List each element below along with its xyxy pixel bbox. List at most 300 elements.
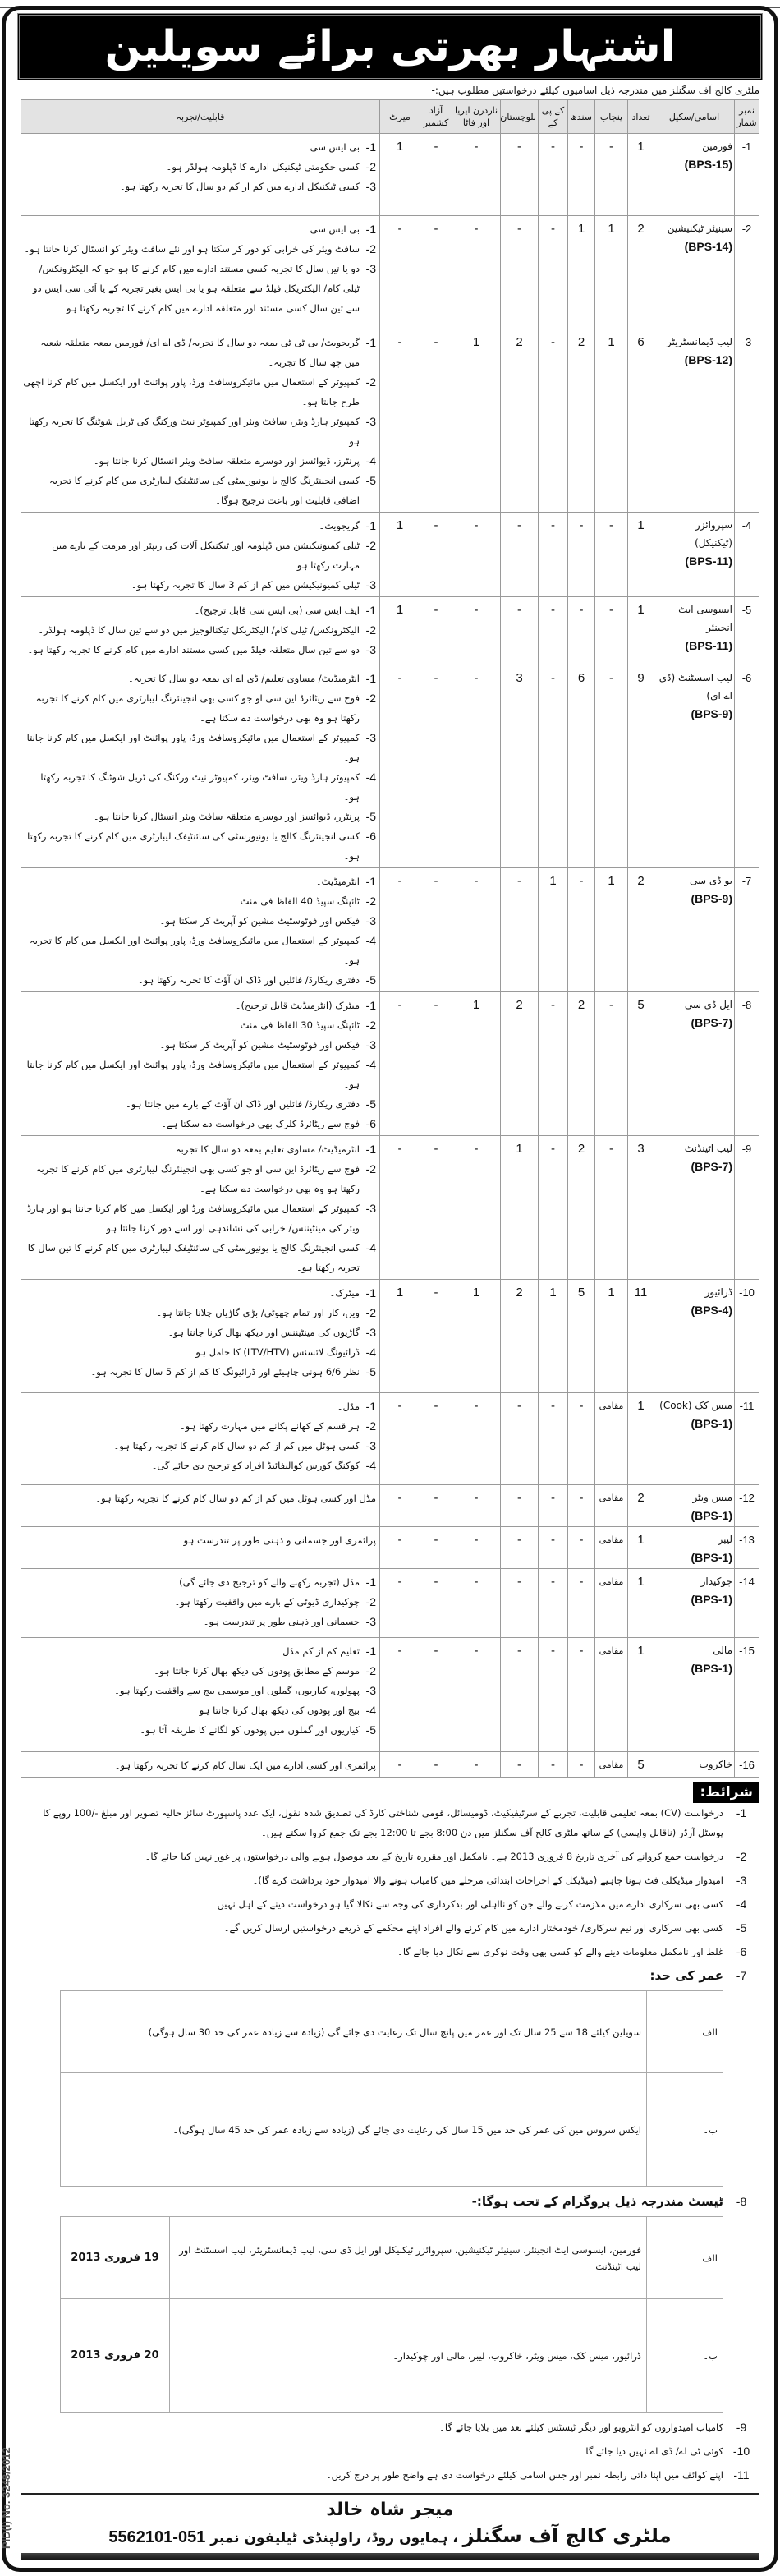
quota-kpk: - [539,1393,568,1485]
quota-total: 1 [628,1393,654,1485]
quota-merit: 1 [380,1280,420,1393]
qualification-text: جسمانی اور ذہنی طور پر تندرست ہو۔ [203,1616,360,1627]
quota-ajk: - [420,1136,452,1280]
qualification-number: 2- [365,692,376,705]
qualification-text: دو یا تین سال کا تجربہ کسی مستند ادارے میں کام کرنے کا ہو جو کہ الیکٹرونکس/ ٹیلی کام/ الیکٹریکل فیلڈ سے متعلقہ ہو یا بی ایس بغیر تجربہ کے یا آئی سی ایس دو سے تین سال کسی مستند اور متعلقہ ادارے میں کام کرنے کا تجربہ رکھتا ہو۔ [32,263,360,314]
post-name: سپروائزر (ٹیکنیکل) [695,519,732,549]
post-cell [654,329,735,513]
row-number: 10- [735,1280,759,1393]
quota-kpk: - [539,1569,568,1638]
quota-punjab: - [595,134,628,216]
quota-punjab: 1 [595,1280,628,1393]
conditions-heading: شرائط: [693,1782,759,1803]
quota-balochistan: - [501,868,539,992]
row-number: 8- [735,992,759,1136]
qualification-cell [21,329,380,513]
quota-merit: - [380,665,420,868]
header-ajk: آزاد کشمیر [420,100,452,134]
age-row-text: سویلین کیلئے 18 سے 25 سال تک اور عمر میں پانچ سال تک رعایت دی جائے گی (زیادہ سے زیادہ عمر کی حد 30 سال ہوگی)۔ [61,1991,647,2073]
table-row [21,329,759,513]
quota-kpk: 1 [539,868,568,992]
bottom-bar [21,2553,759,2560]
pay-scale: (BPS-1) [691,1662,732,1675]
qualification-item [23,1416,376,1436]
qualification-number: 3- [365,643,376,656]
qualification-text: مڈل اور کسی ہوٹل میں کم از کم دو سال کام کرنے کا تجربہ رکھتا ہو۔ [95,1493,376,1504]
post-name: چوکیدار [700,1576,732,1587]
quota-punjab: مقامی [595,1527,628,1569]
quota-ajk: - [420,1393,452,1485]
condition-number: 4- [736,1898,747,1911]
qualification-item [23,1436,376,1456]
qualification-text: تعلیم کم از کم مڈل۔ [277,1645,360,1657]
qualification-text: دو سے تین سال متعلقہ فیلڈ میں کسی مستند ادارے میں کام کرنے کا تجربہ رکھتا ہو۔ [27,644,360,656]
quota-sindh: - [568,513,595,597]
condition-text: امیدوار میڈیکلی فٹ ہونا چاہیے (میڈیکل کے اخراجات ابتدائی مرحلے میں کامیاب ہونے والا امیدوار خود برداشت کرے گا)۔ [252,1874,723,1886]
quota-balochistan: - [501,1752,539,1778]
qualification-item [23,1198,376,1238]
qualification-item [23,1592,376,1612]
pay-scale: (BPS-12) [684,353,732,366]
qualification-number: 5- [365,474,376,487]
header-punjab: پنجاب [595,100,628,134]
qualification-item [23,259,376,318]
qualification-item [23,1159,376,1198]
quota-northern-fata: - [452,868,501,992]
condition-number: 11- [733,2468,750,2482]
quota-northern-fata: - [452,1638,501,1752]
qualification-item [23,826,376,866]
qualification-number: 3- [365,578,376,591]
condition-number: 3- [736,1874,747,1887]
quota-punjab: - [595,1136,628,1280]
quota-kpk: - [539,992,568,1136]
quota-kpk: - [539,1752,568,1778]
qualification-number: 1- [365,336,376,349]
qualification-item [23,728,376,767]
post-cell [654,1638,735,1752]
quota-merit: - [380,329,420,513]
quota-merit: - [380,216,420,329]
qualification-item [23,1700,376,1720]
signatory-name: میجر شاہ خالد [326,2500,454,2520]
post-name: میس کک (Cook) [659,1400,732,1411]
qualification-cell [21,992,380,1136]
qualification-cell [21,134,380,216]
quota-balochistan: - [501,134,539,216]
qualification-item [23,688,376,728]
quota-total: 1 [628,597,654,665]
qualification-text: انٹرمیڈیٹ۔ [315,876,360,887]
table-row [21,1393,759,1485]
condition-item [21,1870,759,1890]
quota-sindh: - [568,134,595,216]
quota-merit: - [380,1569,420,1638]
header-northern-fata: ناردرن ایریا اور فاٹا [452,100,501,134]
table-row [21,1527,759,1569]
row-number: 3- [735,329,759,513]
post-cell [654,134,735,216]
qualification-number: 1- [365,1143,376,1156]
table-row [21,1136,759,1280]
qualification-item [23,516,376,536]
qualification-number: 2- [365,623,376,637]
quota-kpk: - [539,134,568,216]
quota-kpk: - [539,1136,568,1280]
quota-punjab: مقامی [595,1638,628,1752]
qualification-text: فوج سے ریٹائرڈ این سی او جو کسی بھی انجینئرنگ لیبارٹری میں کام کرنے کا تجربہ رکھتا ہو وہ بھی درخواست دے سکتا ہے۔ [35,1163,360,1194]
quota-northern-fata: - [452,1527,501,1569]
quota-balochistan: - [501,1638,539,1752]
qualification-item [23,1396,376,1416]
qualification-number: 4- [365,1346,376,1359]
quota-balochistan: - [501,597,539,665]
quota-kpk: - [539,665,568,868]
qualification-text: ٹائپنگ سپیڈ 30 الفاظ فی منٹ۔ [234,1019,360,1031]
pay-scale: (BPS-1) [691,1417,732,1430]
qualification-item [23,807,376,826]
qualification-number: 1- [365,875,376,888]
test-row [61,2217,723,2299]
quota-total: 1 [628,1527,654,1569]
quota-kpk: - [539,513,568,597]
quota-sindh: 2 [568,1136,595,1280]
qualification-number: 4- [365,454,376,467]
qualification-text: پرائمری اور جسمانی و ذہنی طور پر تندرست ہو۔ [177,1534,376,1546]
quota-balochistan: - [501,216,539,329]
qualification-text: چوکیداری ڈیوٹی کے بارے میں واقفیت رکھتا ہو۔ [174,1596,360,1608]
qualification-item [23,1456,376,1475]
quota-punjab: مقامی [595,1485,628,1527]
condition-number: 7- [736,1969,747,1982]
quota-merit: - [380,1485,420,1527]
header-sindh: سندھ [568,100,595,134]
post-cell [654,1393,735,1485]
age-row [61,2073,723,2187]
table-row [21,1638,759,1752]
qualification-number: 2- [365,1419,376,1433]
quota-sindh: - [568,597,595,665]
condition-text: اپنے کوائف میں اپنا ذاتی رابطہ نمبر اور جس اسامی کیلئے درخواست دی ہے واضح طور پر درج کریں۔ [325,2469,723,2481]
pay-scale: (BPS-9) [691,707,732,720]
test-row-date: 20 فروری 2013 [61,2299,170,2413]
row-number: 15- [735,1638,759,1752]
qualification-text: کمپیوٹر کے استعمال میں مائیکروسافٹ ورڈ، پاور پوائنٹ اور ایکسل میں کام کرنا جانتا ہو۔ [26,732,360,763]
ad-title: اشتہار بھرتی برائے سویلین [17,13,763,80]
qualification-number: 1- [365,672,376,685]
post-cell [654,1280,735,1393]
quota-northern-fata: 1 [452,1280,501,1393]
quota-balochistan: 2 [501,992,539,1136]
quota-punjab: 1 [595,329,628,513]
qualification-text: گاڑیوں کی مینٹیننس اور دیکھ بھال کرنا جانتا ہو۔ [167,1327,360,1338]
post-name: سینیئر ٹیکنیشین [667,223,732,234]
header-total: تعداد [628,100,654,134]
quota-merit: - [380,868,420,992]
post-cell [654,665,735,868]
quota-total: 5 [628,1752,654,1778]
qualification-number: 2- [365,242,376,255]
table-row [21,665,759,868]
quota-ajk: - [420,1638,452,1752]
quota-balochistan: 2 [501,329,539,513]
qualification-text: مڈل۔ [337,1401,360,1412]
post-name: خاکروب [699,1759,732,1770]
post-name: فورمین [702,140,732,152]
quota-sindh: - [568,1752,595,1778]
test-row-label: ب۔ [647,2299,723,2413]
signatory-address [21,2523,759,2551]
test-row-date: 19 فروری 2013 [61,2217,170,2299]
quota-kpk: - [539,597,568,665]
qualification-item [23,239,376,259]
qualification-text: کمپیوٹر کے استعمال میں مائیکروسافٹ ورڈ، پاور پوائنٹ اور ایکسل میں کام کا تجربہ ہو۔ [30,935,360,966]
qualification-number: 1- [365,1400,376,1413]
quota-northern-fata: - [452,1136,501,1280]
qualification-text: کسی انجینئرنگ کالج یا یونیورسٹی کی سائنٹیفک لیبارٹری میں کام کرنے کا تین سال کا تجربہ رکھتا ہو۔ [27,1242,360,1273]
age-limit-table [60,1990,723,2187]
qualification-text: ٹیلی کمیونیکیشن میں کم از کم 3 سال کا تجربہ رکھتا ہو۔ [131,579,360,591]
test-row-posts: فورمین، ایسوسی ایٹ انجینئر، سینیئر ٹیکنیشین، سپروائزر ٹیکنیکل اور ایل ڈی سی، لیب ڈیمانسٹریٹر، لیب اسسٹنٹ اور لیب اٹینڈنٹ [170,2217,647,2299]
condition-text: کسی بھی سرکاری ادارے میں ملازمت کرنے والے جن کو نااہلی اور بدکرداری کی وجہ سے نکالا گیا ہو درخواست دینے کے اہل نہیں۔ [211,1898,723,1910]
qualification-cell [21,513,380,597]
qualification-text: گریجویٹ/ بی ٹی ٹی بمعہ دو سال کا تجربہ/ ڈی اے ای/ فورمین بمعہ متعلقہ شعبہ میں چھ سال کا تجربہ۔ [40,337,360,368]
qualification-text: کیاریوں اور گملوں میں پودوں کو لگانے کا طریقہ آتا ہو۔ [140,1724,360,1736]
quota-punjab: - [595,665,628,868]
quota-merit: 1 [380,597,420,665]
qualification-number: 2- [365,1306,376,1319]
quota-punjab: مقامی [595,1393,628,1485]
pid-number: PID(I) No. 3248/2012 [0,2447,12,2549]
condition-item [21,1803,759,1842]
qualification-number: 1- [365,604,376,617]
post-cell [654,597,735,665]
qualification-item [23,669,376,688]
qualification-item [23,1322,376,1342]
qualification-number: 2- [365,1162,376,1175]
quota-kpk: - [539,1527,568,1569]
header-post: اسامی/سکیل [654,100,735,134]
qualification-text: پرنٹرز، ڈیوائسز اور دوسرے متعلقہ سافٹ ویئر انسٹال کرنا جانتا ہو۔ [93,455,360,467]
quota-merit: - [380,1527,420,1569]
qualification-item [23,1139,376,1159]
header-no: نمبر شمار [735,100,759,134]
qualification-number: 3- [365,1038,376,1051]
quota-balochistan: - [501,1485,539,1527]
qualification-text: مڈل (تجربہ رکھنے والے کو ترجیح دی جائے گی)۔ [173,1576,360,1588]
qualification-text: ہر قسم کے کھانے پکانے میں مہارت رکھتا ہو۔ [179,1420,360,1432]
table-row [21,1752,759,1778]
post-name: ڈرائیور [704,1286,732,1298]
qualification-number: 3- [365,731,376,744]
pay-scale: (BPS-11) [685,639,732,652]
qualification-cell [21,1638,380,1752]
post-cell [654,1485,735,1527]
quota-sindh: 6 [568,665,595,868]
post-name: یو ڈی سی [690,875,732,886]
qualification-number: 2- [365,1664,376,1677]
quota-punjab: 1 [595,868,628,992]
qualification-cell [21,665,380,868]
qualification-text: انٹرمیڈیٹ/ مساوی تعلیم/ ڈی اے ای بمعہ دو سال کا تجربہ۔ [127,673,360,684]
quota-kpk: - [539,216,568,329]
pay-scale: (BPS-15) [684,158,732,171]
qualification-text: گریجویٹ۔ [319,520,360,531]
post-name: میس ویٹر [692,1492,732,1503]
qualification-text: کمپیوٹر ہارڈ ویئر، سافٹ ویئر، کمپیوٹر نیٹ ورکنگ کی ٹربل شوٹنگ کا تجربہ رکھتا ہو۔ [40,771,360,803]
qualification-item [23,1283,376,1303]
qualification-item [23,412,376,451]
qualification-text: کسی ہوٹل میں کم از کم دو سال کام کرنے کا تجربہ رکھتا ہو۔ [113,1440,360,1451]
condition-number: 10- [732,2445,750,2458]
row-number: 5- [735,597,759,665]
post-cell [654,1527,735,1569]
qualification-number: 6- [365,830,376,843]
phone-number: 051-5562101 [108,2528,206,2546]
qualification-item [23,177,376,196]
condition-number: 6- [736,1945,747,1958]
condition-number: 5- [736,1921,747,1934]
qualification-text: پھولوں، کیاریوں، گملوں اور موسمی بیج سے واقفیت رکھتا ہو۔ [114,1685,360,1696]
qualification-text: میٹرک (انٹرمیڈیٹ قابل ترجیح)۔ [235,1000,360,1011]
quota-sindh: 5 [568,1280,595,1393]
row-number: 2- [735,216,759,329]
qualification-text: ڈرائیونگ لائسنس (LTV/HTV) کا حامل ہو۔ [190,1346,360,1358]
quota-total: 9 [628,665,654,868]
qualification-number: 3- [365,1684,376,1697]
qualification-item [23,872,376,891]
pay-scale: (BPS-7) [691,1160,732,1173]
qualification-text: کمپیوٹر ہارڈ ویئر، سافٹ ویئر اور کمپیوٹر نیٹ ورکنگ کی ٹربل شوٹنگ کا تجربہ رکھتا ہو۔ [29,416,360,447]
qualification-item [23,372,376,412]
post-cell [654,216,735,329]
quota-total: 3 [628,1136,654,1280]
qualification-text: سافٹ ویئر کی خرابی کو دور کر سکتا ہو اور نئے سافٹ ویئر کو انسٹال کرنا جانتا ہو۔ [24,243,360,255]
header-balochistan: بلوچستان [501,100,539,134]
condition-number: 2- [736,1850,747,1863]
qualification-cell [21,1280,380,1393]
qualification-item [23,219,376,239]
qualification-number: 2- [365,895,376,908]
quota-total: 2 [628,216,654,329]
quota-sindh: 1 [568,216,595,329]
quota-ajk: - [420,665,452,868]
header-qualification: قابلیت/تجربہ [21,100,380,134]
table-row [21,597,759,665]
qualification-text: الیکٹرونکس/ ٹیلی کام/ الیکٹریکل ٹیکنالوجیز میں دو سے تین سال کا ڈپلومہ ہولڈر۔ [38,624,360,636]
table-row [21,1485,759,1527]
post-name: لیبر [718,1534,732,1545]
qualification-number: 5- [365,1365,376,1378]
qualification-item [23,1720,376,1740]
qualification-text: بی ایس سی۔ [304,141,360,153]
qualification-number: 4- [365,1241,376,1254]
footer-divider [21,2493,759,2495]
org-name: ملٹری کالج آف سگنلز [462,2524,672,2547]
qualification-text: بی ایس سی۔ [304,223,360,235]
vacancies-table [21,99,759,1778]
qualification-item [23,1641,376,1661]
qualification-item [23,767,376,807]
quota-sindh: 2 [568,329,595,513]
post-cell [654,992,735,1136]
qualification-number: 3- [365,1615,376,1628]
qualification-text: کسی انجینئرنگ کالج یا یونیورسٹی کی سائنٹیفک لیبارٹری میں کام کرنے کا تجربہ رکھتا ہو۔ [27,830,360,862]
qualification-text: کسی حکومتی ٹیکنیکل ادارے کا ڈپلومہ ہولڈر ہو۔ [166,161,360,172]
qualification-item [23,1572,376,1592]
qualification-item [23,1342,376,1362]
quota-punjab: مقامی [595,1569,628,1638]
qualification-item [23,471,376,510]
quota-northern-fata: - [452,1485,501,1527]
qualification-number: 2- [365,1019,376,1032]
qualification-item [23,931,376,970]
condition-text: کسی بھی سرکاری اور نیم سرکاری/ خودمختار ادارے میں کام کرنے والے افراد اپنے محکمے کے ذریعے درخواستیں ارسال کریں گے۔ [223,1922,723,1934]
qualification-item [23,333,376,372]
table-header-row [21,100,759,134]
quota-ajk: - [420,868,452,992]
qualification-item [23,575,376,595]
qualification-number: 2- [365,375,376,389]
qualification-number: 2- [365,1595,376,1608]
qualification-item [23,891,376,911]
qualification-number: 3- [365,1326,376,1339]
pay-scale: (BPS-4) [691,1304,732,1317]
quota-kpk: - [539,1485,568,1527]
qualification-cell [21,1393,380,1485]
qualification-text: کمپیوٹر کے استعمال میں مائیکروسافٹ ورڈ، پاور پوائنٹ اور ایکسل میں کام کرنا جانتا ہو۔ [26,1059,360,1090]
qualification-number: 1- [365,1576,376,1589]
quota-northern-fata: - [452,134,501,216]
qualification-number: 3- [365,415,376,428]
quota-ajk: - [420,134,452,216]
qualification-cell [21,1136,380,1280]
qualification-number: 4- [365,1459,376,1472]
qualification-text: انٹرمیڈیٹ/ مساوی تعلیم بمعہ دو سال کا تجربہ۔ [170,1143,360,1155]
condition-text: کوئی ٹی اے/ ڈی اے نہیں دیا جائے گا۔ [580,2445,723,2457]
row-number: 11- [735,1393,759,1485]
condition-number: 9- [736,2421,747,2434]
qualification-number: 1- [365,223,376,236]
qualification-item [23,1303,376,1322]
test-row-posts: ڈرائیور، میس کک، میس ویٹر، خاکروب، لیبر، مالی اور چوکیدار۔ [170,2299,647,2413]
post-name: مالی [713,1644,732,1656]
qualification-text: بیج اور پودوں کی دیکھ بھال کرنا جانتا ہو [199,1704,360,1716]
quota-merit: - [380,1393,420,1485]
quota-punjab: - [595,992,628,1136]
post-name: لیب اسسٹنٹ (ڈی اے ای) [658,672,732,702]
condition-text: درخواست (CV) بمعہ تعلیمی قابلیت، تجربے کے سرٹیفیکیٹ، ڈومیسائل، قومی شناختی کارڈ کی تصدیق شدہ نقول، ایک عدد پاسپورٹ سائز حالیہ تصویر اور مبلغ -/100 روپے کا پوسٹل آرڈر (ناقابل واپسی) کے ساتھ ملٹری کالج آف سگنلز میں دن 8:00 بجے تا 12:00 بجے تک جمع کروا سکتے ہیں۔ [43,1807,723,1838]
quota-punjab: - [595,513,628,597]
quota-ajk: - [420,1752,452,1778]
test-schedule-table [60,2216,723,2413]
qualification-number: 5- [365,1723,376,1736]
qualification-number: 3- [365,180,376,193]
qualification-number: 5- [365,1097,376,1111]
quota-ajk: - [420,216,452,329]
quota-balochistan: - [501,1393,539,1485]
quota-kpk: 1 [539,1280,568,1393]
row-number: 4- [735,513,759,597]
qualification-cell [21,597,380,665]
qualification-item [23,1661,376,1681]
quota-northern-fata: - [452,665,501,868]
qualification-item [23,911,376,931]
qualification-number: 1- [365,1286,376,1300]
condition-number: 1- [736,1806,747,1819]
post-name: لیب اٹینڈنٹ [684,1143,732,1154]
age-row-label: الف۔ [647,1991,723,2073]
